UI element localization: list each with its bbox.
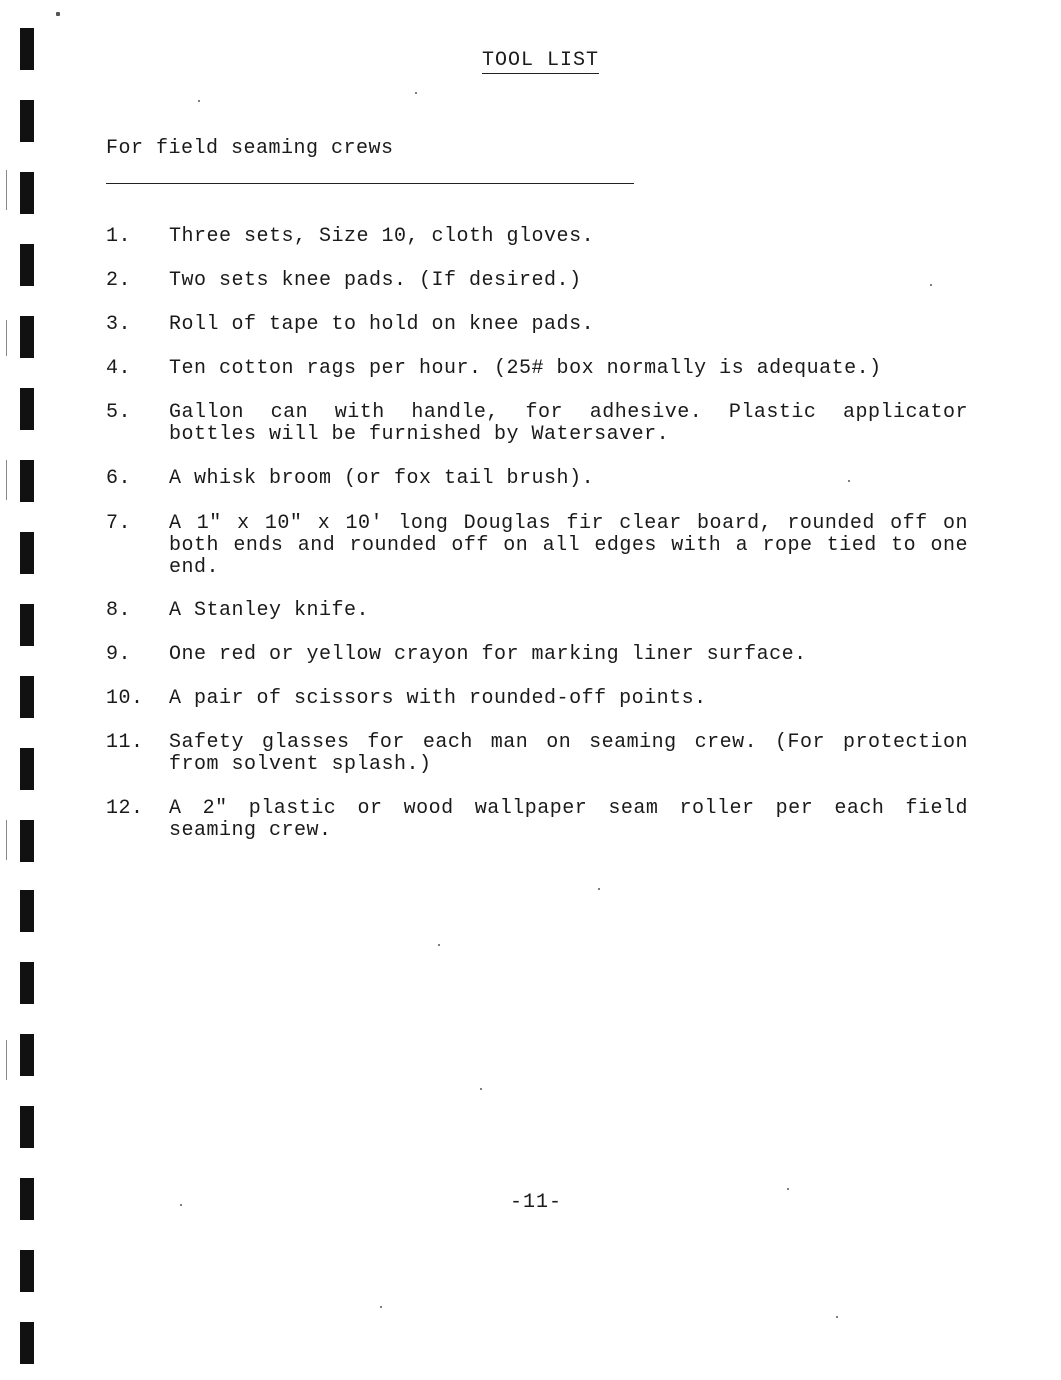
binder-mark bbox=[20, 1322, 34, 1364]
binder-mark bbox=[20, 890, 34, 932]
item-number: 1. bbox=[106, 225, 132, 248]
binder-mark bbox=[20, 676, 34, 718]
binder-mark bbox=[20, 748, 34, 790]
item-text: One red or yellow crayon for marking liner surface. bbox=[169, 643, 807, 666]
item-text: Safety glasses for each man on seaming crew. (For protection from solvent splash.) bbox=[169, 731, 968, 776]
item-text: Ten cotton rags per hour. (25# box normally is adequate.) bbox=[169, 357, 882, 380]
scan-speck bbox=[415, 92, 417, 94]
item-number: 8. bbox=[106, 599, 132, 622]
scan-speck bbox=[787, 1188, 789, 1190]
scan-edge-mark bbox=[6, 170, 7, 210]
subtitle-underline bbox=[106, 183, 634, 184]
binder-mark bbox=[20, 1250, 34, 1292]
item-text: Two sets knee pads. (If desired.) bbox=[169, 269, 582, 292]
binder-mark bbox=[20, 962, 34, 1004]
item-number: 6. bbox=[106, 467, 132, 490]
item-number: 4. bbox=[106, 357, 132, 380]
item-text: Three sets, Size 10, cloth gloves. bbox=[169, 225, 595, 248]
scan-speck bbox=[180, 1204, 182, 1206]
scan-edge-mark bbox=[6, 460, 7, 500]
binder-mark bbox=[20, 1034, 34, 1076]
scan-speck bbox=[438, 944, 440, 946]
scan-speck bbox=[480, 1088, 482, 1090]
item-number: 7. bbox=[106, 512, 132, 535]
page-title: TOOL LIST bbox=[482, 49, 600, 72]
scan-edge-mark bbox=[6, 320, 7, 356]
item-number: 12. bbox=[106, 797, 144, 820]
scan-speck bbox=[198, 100, 200, 102]
scan-speck bbox=[598, 888, 600, 890]
scan-speck bbox=[930, 284, 932, 286]
item-number: 9. bbox=[106, 643, 132, 666]
scan-speck bbox=[836, 1316, 838, 1318]
item-text: A pair of scissors with rounded-off points. bbox=[169, 687, 707, 710]
binder-mark bbox=[20, 532, 34, 574]
item-text: A Stanley knife. bbox=[169, 599, 370, 622]
item-number: 5. bbox=[106, 401, 132, 424]
item-text: A whisk broom (or fox tail brush). bbox=[169, 467, 595, 490]
binder-mark bbox=[20, 100, 34, 142]
item-number: 10. bbox=[106, 687, 144, 710]
item-text: Roll of tape to hold on knee pads. bbox=[169, 313, 595, 336]
scan-edge-mark bbox=[6, 820, 7, 860]
binder-mark bbox=[20, 1178, 34, 1220]
binder-mark bbox=[20, 820, 34, 862]
binder-mark bbox=[20, 460, 34, 502]
binder-mark bbox=[20, 244, 34, 286]
page-number: -11- bbox=[510, 1191, 563, 1214]
item-number: 3. bbox=[106, 313, 132, 336]
binder-hole-strip bbox=[0, 0, 60, 1380]
binder-mark bbox=[20, 1106, 34, 1148]
item-number: 11. bbox=[106, 731, 144, 754]
scan-speck bbox=[380, 1306, 382, 1308]
scan-speck bbox=[56, 12, 60, 16]
item-number: 2. bbox=[106, 269, 132, 292]
scan-edge-mark bbox=[6, 1040, 7, 1080]
page-subtitle: For field seaming crews bbox=[106, 137, 394, 160]
scan-speck bbox=[848, 480, 850, 482]
binder-mark bbox=[20, 28, 34, 70]
item-text: A 1" x 10" x 10' long Douglas fir clear board, rounded off on both ends and rounded off on all edges with a rope tied to one end. bbox=[169, 512, 968, 579]
binder-mark bbox=[20, 316, 34, 358]
binder-mark bbox=[20, 172, 34, 214]
item-text: Gallon can with handle, for adhesive. Plastic applicator bottles will be furnished by Watersaver. bbox=[169, 401, 968, 446]
item-text: A 2" plastic or wood wallpaper seam roller per each field seaming crew. bbox=[169, 797, 968, 842]
binder-mark bbox=[20, 388, 34, 430]
binder-mark bbox=[20, 604, 34, 646]
